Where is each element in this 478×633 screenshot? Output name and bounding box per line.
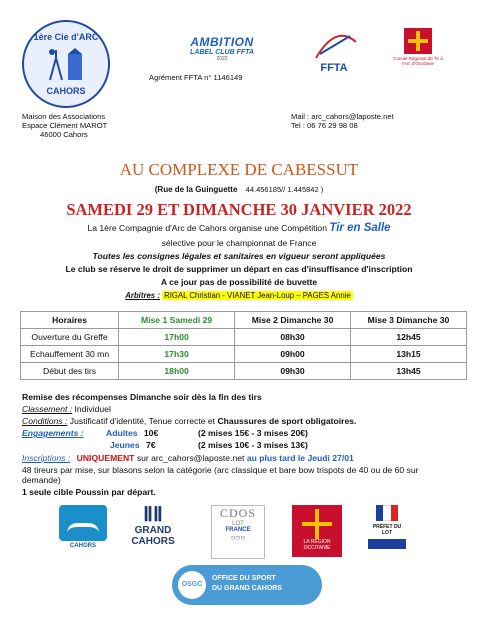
- bridge-icon: [59, 505, 107, 541]
- cancel-notice: Le club se réserve le droit de supprimer un départ en cas d'insuffisance d'inscription: [65, 264, 413, 274]
- prefet-logo: [368, 505, 406, 557]
- row-label: Echauffement 30 mn: [21, 346, 119, 363]
- conditions-bold: Chaussures de sport obligatoires.: [217, 416, 357, 426]
- selective-line: sélective pour le championnat de France: [161, 238, 317, 248]
- venue-street: (Rue de la Guinguette: [154, 185, 238, 194]
- occitanie-logo: [292, 505, 342, 557]
- conditions-text: Justificatif d'identité, Tenue correcte et: [69, 416, 216, 426]
- poussin-line: 1 seule cible Poussin par départ.: [22, 487, 156, 497]
- cell-mise2: 08h30: [235, 329, 351, 346]
- club-logo: [22, 20, 110, 108]
- cell-mise3: 13h15: [351, 346, 467, 363]
- inscriptions-deadline: au plus tard le Jeudi 27/01: [246, 453, 354, 463]
- arbitres-label: Arbitres :: [125, 291, 160, 300]
- classement-label: Classement :: [22, 404, 73, 414]
- address-line-3: 46000 Cahors: [40, 130, 88, 139]
- olympic-rings-icon: ○○○: [230, 533, 246, 542]
- schedule-table: [20, 311, 467, 380]
- ambition-title: AMBITION: [190, 35, 254, 49]
- osgc-badge: OSGC: [178, 571, 206, 599]
- club-logo-city: CAHORS: [46, 86, 86, 96]
- jeunes-label: Jeunes: [110, 440, 140, 450]
- adultes-label: Adultes: [106, 428, 138, 438]
- cdos-france: FRANCE: [225, 527, 251, 533]
- club-logo-text: 1ère Cie d'ARC: [33, 32, 99, 42]
- ambition-year: 2022: [216, 56, 228, 62]
- table-row: [21, 329, 467, 346]
- prefet-bar: [368, 539, 406, 549]
- jeunes-multi: (2 mises 10€ - 3 mises 13€): [198, 440, 308, 450]
- grand-cahors-mark-icon: ⅡⅡ: [143, 504, 163, 526]
- uniquement: UNIQUEMENT: [76, 453, 135, 463]
- cell-mise1: 17h00: [119, 329, 235, 346]
- adultes-line: [106, 428, 158, 438]
- jeunes-price: 7€: [146, 440, 156, 450]
- occitan-cross-icon: [404, 28, 432, 54]
- ffta-logo: [310, 30, 358, 74]
- address-line-2: Espace Clément MAROT: [22, 121, 108, 130]
- agrement: Agrément FFTA n° 1146149: [149, 73, 243, 82]
- buvette-notice: A ce jour pas de possibilité de buvette: [160, 277, 318, 287]
- cdos-logo: [211, 505, 265, 559]
- osgc-logo: [172, 565, 322, 605]
- cdos-label: CDOS: [219, 506, 256, 520]
- col-header-mise1: Mise 1 Samedi 29: [119, 312, 235, 329]
- grand-cahors-logo: [124, 505, 182, 557]
- col-header-mise3: Mise 3 Dimanche 30: [351, 312, 467, 329]
- row-label: Ouverture du Greffe: [21, 329, 119, 346]
- tireurs-text: 48 tireurs par mise, sur blasons selon la catégorie (arc classique et bare bow trispots de 40 ou de 60 sur demande): [22, 465, 419, 485]
- col-header-horaires: Horaires: [21, 312, 119, 329]
- remise-line: Remise des récompenses Dimanche soir dès la fin des tirs: [22, 392, 262, 402]
- cell-mise1: 18h00: [119, 363, 235, 380]
- cell-mise1: 17h30: [119, 346, 235, 363]
- adultes-multi: (2 mises 15€ - 3 mises 20€): [198, 428, 308, 438]
- occitan-cross-icon: [302, 509, 332, 539]
- cell-mise2: 09h00: [235, 346, 351, 363]
- arbitres-names: RIGAL Christian - VIANET Jean-Loup – PAGES Annie: [164, 291, 351, 300]
- event-intro: [0, 222, 478, 234]
- venue-title: AU COMPLEXE DE CABESSUT: [119, 160, 359, 179]
- intro-text: La 1ère Compagnie d'Arc de Cahors organise une Compétition: [87, 223, 327, 233]
- ambition-subtitle: LABEL CLUB FFTA: [190, 49, 254, 56]
- contact-mail: Mail : arc_cahors@laposte.net: [291, 112, 394, 121]
- venue-address: [0, 185, 478, 194]
- engagements-label-text: Engagements :: [22, 428, 84, 438]
- french-flag-icon: [376, 505, 398, 521]
- conditions-line: [22, 416, 356, 426]
- cell-mise3: 12h45: [351, 329, 467, 346]
- competition-type: Tir en Salle: [329, 222, 391, 234]
- venue-coords: 44.456185// 1.445842 ): [245, 185, 324, 194]
- classement-line: [22, 404, 111, 414]
- cahors-label: CAHORS: [69, 543, 96, 549]
- address-line-1: Maison des Associations: [22, 112, 106, 121]
- table-row: [21, 346, 467, 363]
- classement-value: Individuel: [74, 404, 111, 414]
- table-row: [21, 363, 467, 380]
- grand-cahors-line1: GRAND: [134, 525, 172, 536]
- inscriptions-label: Inscriptions :: [22, 453, 71, 463]
- prefet-label: PRÉFET DU LOT: [372, 524, 402, 536]
- bow-icon: [310, 30, 358, 60]
- row-label: Début des tirs: [21, 363, 119, 380]
- osgc-line1: OFFICE DU SPORT: [212, 575, 276, 582]
- inscriptions-email[interactable]: sur arc_cahors@laposte.net: [136, 453, 245, 463]
- cell-mise2: 09h30: [235, 363, 351, 380]
- event-dates: SAMEDI 29 ET DIMANCHE 30 JANVIER 2022: [66, 200, 412, 219]
- ambition-label-logo: [168, 35, 276, 63]
- table-header-row: [21, 312, 467, 329]
- cdos-sub: LOT: [232, 521, 244, 527]
- col-header-mise2: Mise 2 Dimanche 30: [235, 312, 351, 329]
- region-logo: [390, 28, 446, 74]
- inscriptions-line: [22, 453, 354, 463]
- sanitary-rules: Toutes les consignes légales et sanitaires en vigueur seront appliquées: [92, 251, 386, 261]
- cell-mise3: 13h45: [351, 363, 467, 380]
- cahors-logo: [55, 505, 111, 557]
- jeunes-line: [110, 440, 156, 450]
- ffta-label: FFTA: [320, 62, 348, 74]
- archer-icon: [42, 46, 90, 84]
- arbitres-line: [0, 291, 478, 300]
- occitanie-label: LA RÉGION OCCITANIE: [303, 539, 331, 551]
- contact-tel: Tel : 06 76 29 98 08: [291, 121, 358, 130]
- osgc-line2: DU GRAND CAHORS: [212, 585, 282, 592]
- adultes-price: 10€: [143, 428, 159, 438]
- region-label: Comité Régional de Tir à l'Arc d'Occitanie: [393, 56, 443, 66]
- engagements-label: [22, 428, 84, 438]
- grand-cahors-line2: CAHORS: [131, 536, 175, 547]
- conditions-label: Conditions :: [22, 416, 68, 426]
